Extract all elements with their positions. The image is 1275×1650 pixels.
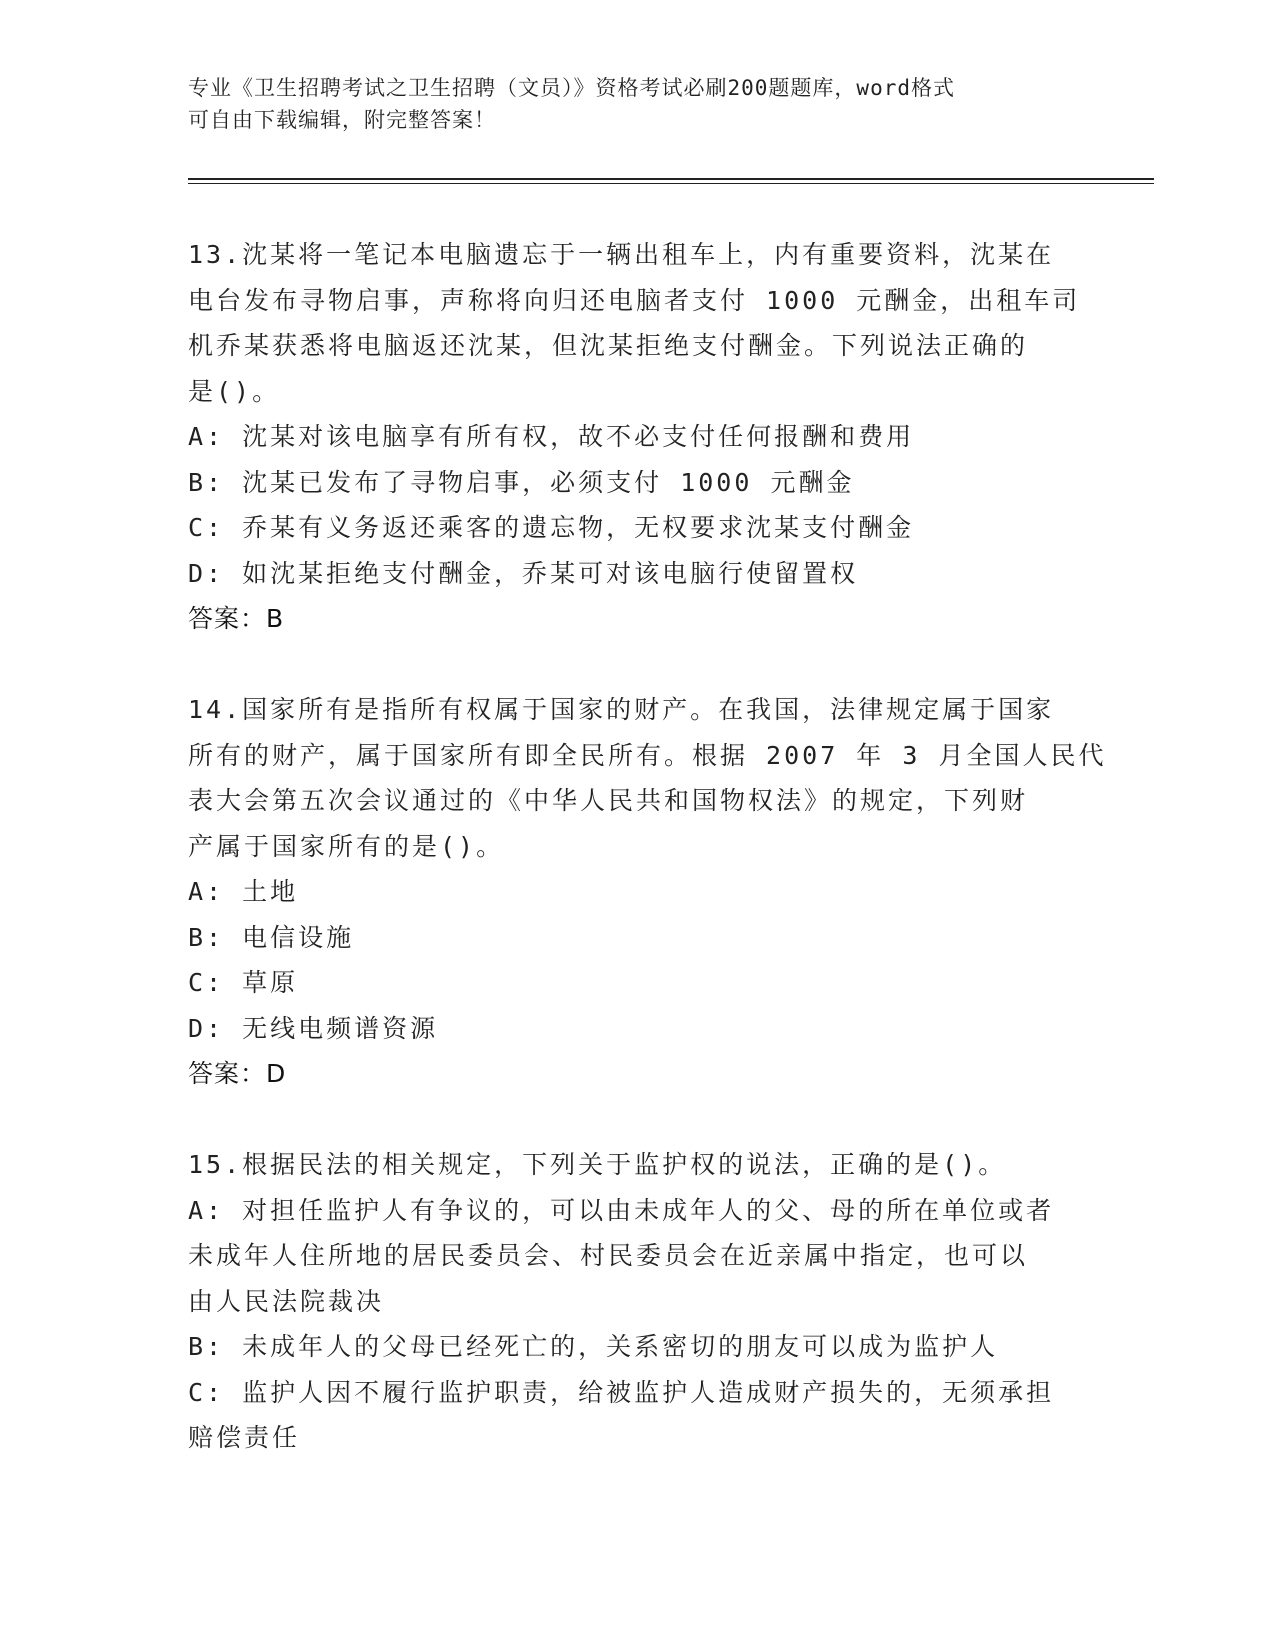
question-stem-line: 产属于国家所有的是()。: [188, 831, 505, 861]
answer-label: 答案：B: [188, 604, 285, 633]
option-b: B: 未成年人的父母已经死亡的，关系密切的朋友可以成为监护人: [188, 1332, 999, 1361]
option-c-continued: 赔偿责任: [188, 1423, 301, 1452]
question-stem-line: 所有的财产，属于国家所有即全民所有。根据 2007 年 3 月全国人民代: [188, 740, 1107, 770]
option-a: A: 沈某对该电脑享有所有权，故不必支付任何报酬和费用: [188, 422, 915, 451]
question-stem-line: 是()。: [188, 376, 281, 406]
option-b: B: 电信设施: [188, 922, 355, 952]
answer-label: 答案：D: [188, 1059, 287, 1088]
option-c: C: 草原: [188, 968, 299, 997]
header-line-2: 可自由下载编辑，附完整答案！: [188, 108, 496, 132]
option-b: B: 沈某已发布了寻物启事，必须支付 1000 元酬金: [188, 467, 855, 497]
header-line-1: 专业《卫生招聘考试之卫生招聘（文员）》资格考试必刷200题题库，word格式: [188, 76, 955, 100]
question-13: [188, 232, 1088, 642]
question-14: [188, 687, 1107, 1097]
document-header: [188, 72, 1088, 136]
option-c: C: 监护人因不履行监护职责，给被监护人造成财产损失的，无须承担: [188, 1377, 1055, 1407]
question-stem-line: 15.根据民法的相关规定，下列关于监护权的说法，正确的是()。: [188, 1150, 1007, 1179]
option-a-continued: 由人民法院裁决: [188, 1286, 385, 1316]
question-stem-line: 14.国家所有是指所有权属于国家的财产。在我国，法律规定属于国家: [188, 695, 1055, 724]
option-d: D: 无线电频谱资源: [188, 1013, 439, 1043]
option-a: A: 对担任监护人有争议的，可以由未成年人的父、母的所在单位或者: [188, 1195, 1055, 1225]
option-a-continued: 未成年人住所地的居民委员会、村民委员会在近亲属中指定，也可以: [188, 1241, 1029, 1270]
question-stem-line: 机乔某获悉将电脑返还沈某，但沈某拒绝支付酬金。下列说法正确的: [188, 331, 1029, 360]
option-c: C: 乔某有义务返还乘客的遗忘物，无权要求沈某支付酬金: [188, 513, 915, 542]
question-stem-line: 电台发布寻物启事，声称将向归还电脑者支付 1000 元酬金，出租车司: [188, 285, 1081, 315]
option-a: A: 土地: [188, 877, 299, 906]
question-stem-line: 表大会第五次会议通过的《中华人民共和国物权法》的规定，下列财: [188, 786, 1029, 815]
header-rule-thick: [188, 178, 1154, 180]
header-rule-thin: [188, 183, 1154, 184]
option-d: D: 如沈某拒绝支付酬金，乔某可对该电脑行使留置权: [188, 558, 859, 588]
question-15: [188, 1142, 1088, 1461]
question-stem-line: 13.沈某将一笔记本电脑遗忘于一辆出租车上，内有重要资料，沈某在: [188, 240, 1055, 269]
